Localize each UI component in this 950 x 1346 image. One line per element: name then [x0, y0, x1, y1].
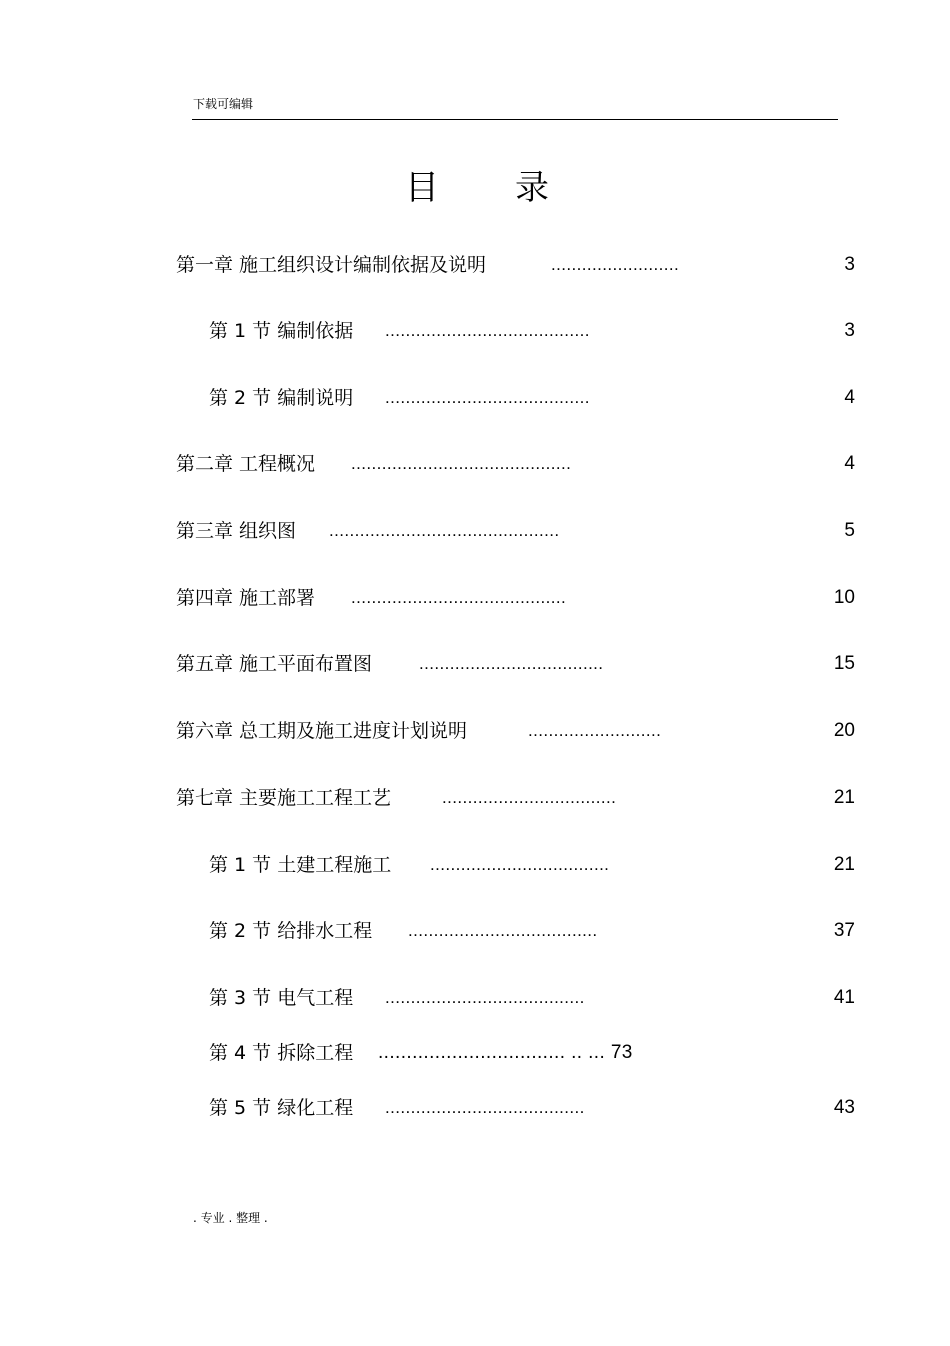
toc-entry[interactable] [0, 850, 950, 880]
toc-entry[interactable] [0, 716, 950, 746]
toc-entry-page: 20 [833, 720, 855, 741]
toc-entry-leader: ..................................... [408, 921, 598, 940]
toc-entry[interactable] [0, 449, 950, 479]
toc-entry-label: 第 4 节 拆除工程 [209, 1042, 354, 1064]
toc-entry-page: 21 [833, 854, 855, 875]
toc-entry-leader: .......................... [528, 721, 662, 740]
toc-entry[interactable] [0, 983, 950, 1013]
toc-entry-page: 37 [833, 920, 855, 941]
toc-entry-label: 第 2 节 编制说明 [209, 387, 354, 409]
toc-entry[interactable] [0, 516, 950, 546]
toc-entry-page: 5 [844, 520, 855, 541]
toc-entry-label: 第 3 节 电气工程 [209, 987, 354, 1009]
toc-entry-page: 4 [844, 453, 855, 474]
toc-entry[interactable] [0, 916, 950, 946]
toc-entry-label: 第七章 主要施工工程工艺 [176, 787, 392, 809]
toc-entry-leader: ................................... [430, 855, 610, 874]
toc-entry-label: 第 5 节 绿化工程 [209, 1097, 354, 1119]
toc-entry-leader: ....................................... [385, 1098, 585, 1117]
footer-note: . 专业 . 整理 . [193, 1211, 268, 1225]
toc-entry-leader: ....................................... [385, 988, 585, 1007]
toc-entry-leader: ........................................ [385, 321, 590, 340]
toc-entry-leader: ......................... [551, 255, 680, 274]
toc-entry-page: 10 [833, 587, 855, 608]
toc-entry-page: 41 [833, 987, 855, 1008]
toc-entry-label: 第四章 施工部署 [176, 587, 316, 609]
toc-entry[interactable] [0, 783, 950, 813]
toc-entry-page: 4 [844, 387, 855, 408]
toc-entry-label: 第六章 总工期及施工进度计划说明 [176, 720, 468, 742]
toc-entry[interactable] [0, 1038, 950, 1068]
toc-entry-leader: .......................................... [351, 588, 567, 607]
toc-entry-label: 第 1 节 编制依据 [209, 320, 354, 342]
toc-entry-leader: .................................. [442, 788, 617, 807]
toc-entry-leader: ............................................. [329, 521, 560, 540]
header-divider [192, 119, 838, 120]
toc-entry[interactable] [0, 583, 950, 613]
page-title: 目录 [405, 168, 625, 208]
toc-entry-page: 21 [833, 787, 855, 808]
toc-entry-leader: ................................. .. ... 73 [378, 1042, 633, 1063]
toc-entry-label: 第 1 节 土建工程施工 [209, 854, 392, 876]
toc-entry-label: 第一章 施工组织设计编制依据及说明 [176, 254, 487, 276]
toc-entry[interactable] [0, 649, 950, 679]
toc-entry[interactable] [0, 250, 950, 280]
toc-entry-label: 第五章 施工平面布置图 [176, 653, 373, 675]
toc-entry[interactable] [0, 316, 950, 346]
toc-entry-label: 第三章 组织图 [176, 520, 297, 542]
toc-entry-page: 3 [844, 320, 855, 341]
toc-entry-leader: ........................................... [351, 454, 572, 473]
toc-entry-label: 第 2 节 给排水工程 [209, 920, 373, 942]
toc-entry-page: 15 [833, 653, 855, 674]
toc-entry[interactable] [0, 383, 950, 413]
toc-entry-page: 3 [844, 254, 855, 275]
toc-entry-page: 43 [833, 1097, 855, 1118]
toc-entry-leader: .................................... [419, 654, 604, 673]
toc-entry[interactable] [0, 1093, 950, 1123]
toc-entry-leader: ........................................ [385, 388, 590, 407]
header-note: 下载可编辑 [193, 97, 254, 111]
toc-entry-label: 第二章 工程概况 [176, 453, 316, 475]
